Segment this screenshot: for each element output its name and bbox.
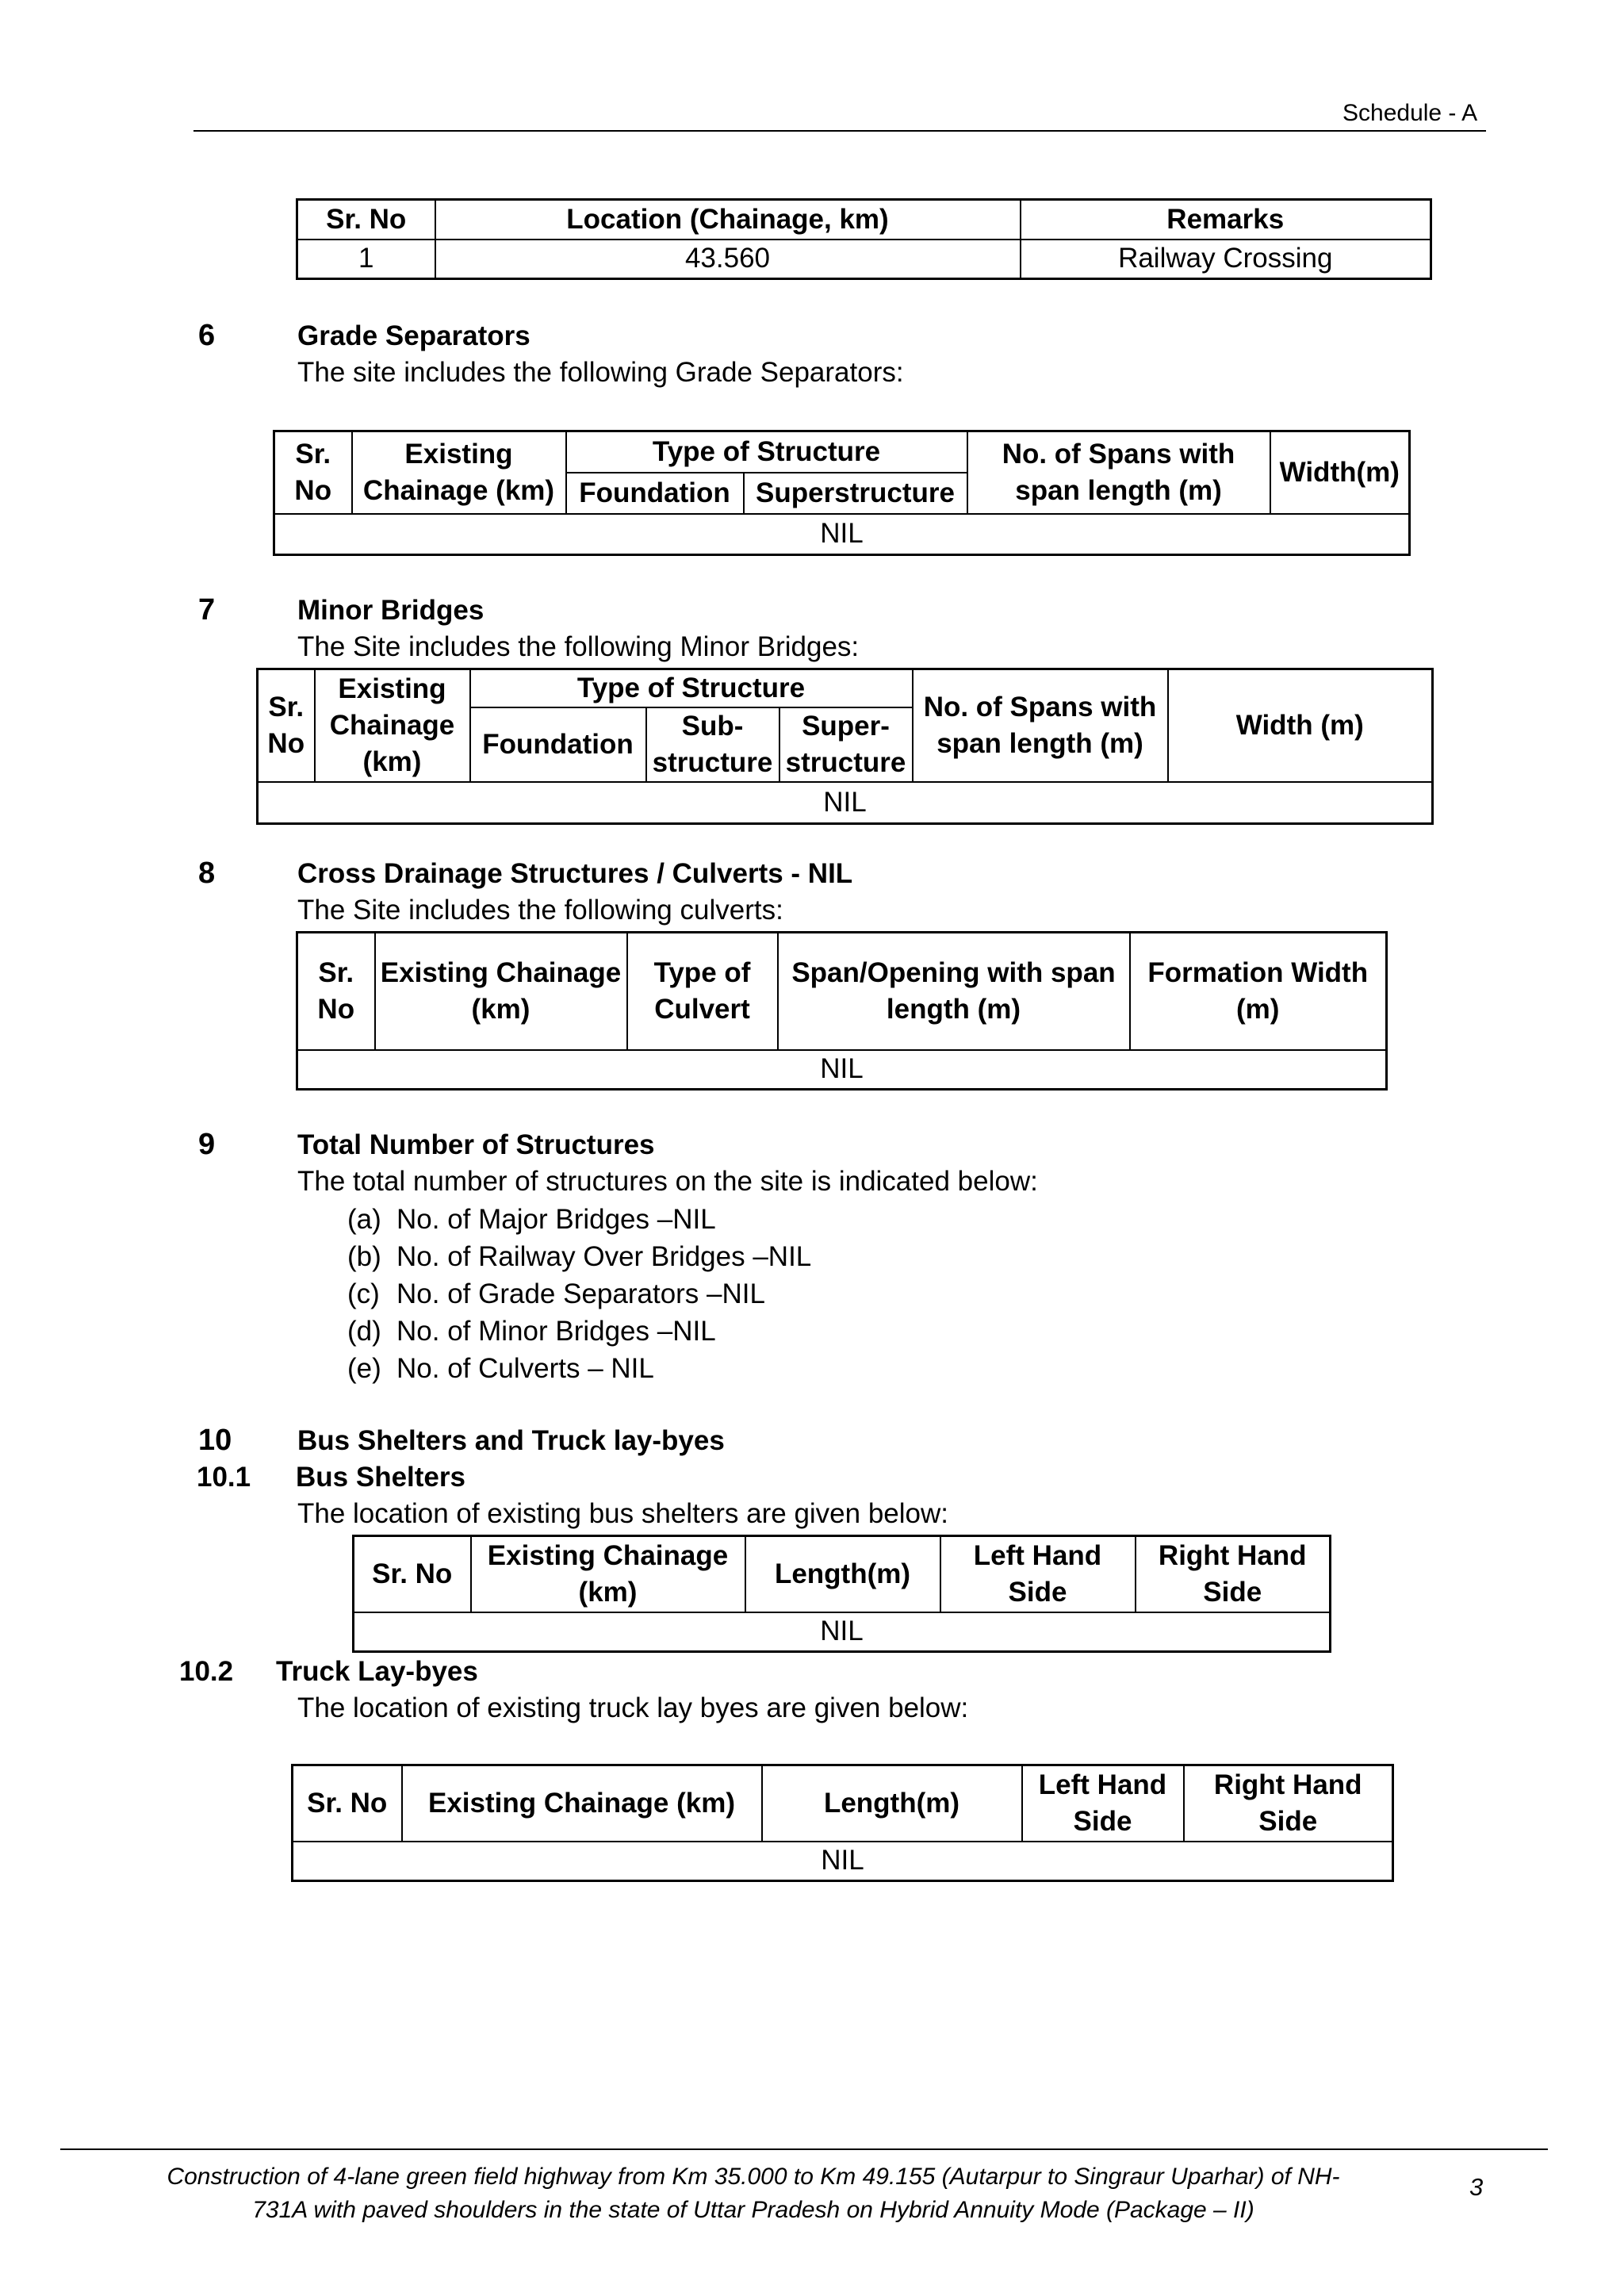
col-remarks: Remarks [1021, 200, 1431, 240]
col-location: Location (Chainage, km) [435, 200, 1021, 240]
section-number-6: 6 [198, 319, 216, 352]
table-header-row [297, 933, 1387, 1050]
list-item-label: (e) [347, 1353, 381, 1384]
section-title-bus-shelters: Bus Shelters [296, 1462, 465, 1493]
section-intro-truck-lay-byes: The location of existing truck lay byes are given below: [297, 1692, 969, 1723]
section-title-grade-separators: Grade Separators [297, 320, 530, 351]
section-number-8: 8 [198, 857, 216, 890]
list-item-label: (c) [347, 1278, 380, 1309]
col-sr-no: Sr. No [297, 933, 375, 1050]
col-sr-no: Sr. No [354, 1536, 471, 1612]
list-item [347, 1201, 811, 1238]
col-spans: No. of Spans with span length (m) [913, 669, 1168, 783]
footer-text [119, 2160, 1388, 2227]
col-chainage: Existing Chainage (km) [471, 1536, 745, 1612]
col-sr-no: Sr. No [258, 669, 315, 783]
table-row [354, 1612, 1331, 1652]
list-item-label: (b) [347, 1241, 381, 1272]
section-number-10-2: 10.2 [179, 1656, 234, 1687]
railway-crossing-table [296, 198, 1432, 280]
col-chainage: Existing Chainage (km) [352, 431, 566, 514]
table-header-row [354, 1536, 1331, 1612]
list-item [347, 1238, 811, 1275]
table-row [258, 782, 1433, 823]
col-width: Width(m) [1270, 431, 1410, 514]
col-width: Width (m) [1168, 669, 1433, 783]
nil-cell: NIL [274, 514, 1410, 555]
nil-cell: NIL [293, 1842, 1393, 1881]
table-row [297, 240, 1431, 279]
nil-cell: NIL [258, 782, 1433, 823]
footer-divider [60, 2148, 1548, 2150]
section-intro-bus-shelters: The location of existing bus shelters are given below: [297, 1498, 949, 1529]
section-number-10-1: 10.1 [197, 1462, 251, 1493]
col-substructure: Sub- structure [646, 707, 779, 782]
col-sr-no: Sr. No [274, 431, 352, 514]
grade-separators-table [273, 430, 1411, 556]
col-right-hand-side: Right Hand Side [1184, 1765, 1393, 1842]
nil-cell: NIL [354, 1612, 1331, 1652]
table-header-row [258, 669, 1433, 708]
minor-bridges-table [256, 668, 1434, 825]
col-left-hand-side: Left Hand Side [1022, 1765, 1184, 1842]
cell-sr-no: 1 [297, 240, 435, 279]
list-item-text: No. of Major Bridges –NIL [396, 1204, 716, 1235]
list-item-label: (a) [347, 1204, 381, 1235]
section-title-truck-lay-byes: Truck Lay-byes [276, 1656, 478, 1687]
list-item-text: No. of Minor Bridges –NIL [396, 1316, 716, 1347]
col-chainage: Existing Chainage (km) [315, 669, 470, 783]
list-item-text: No. of Culverts – NIL [396, 1353, 654, 1384]
col-left-hand-side: Left Hand Side [940, 1536, 1136, 1612]
col-length: Length(m) [762, 1765, 1022, 1842]
table-header-row [274, 431, 1410, 473]
list-item-text: No. of Grade Separators –NIL [396, 1278, 765, 1309]
col-type-of-culvert: Type of Culvert [627, 933, 778, 1050]
list-item [347, 1313, 811, 1350]
section-title-bus-shelters-truck: Bus Shelters and Truck lay-byes [297, 1425, 725, 1456]
table-row [274, 514, 1410, 555]
structures-list [347, 1201, 811, 1387]
list-item-label: (d) [347, 1316, 381, 1347]
truck-lay-byes-table [291, 1764, 1394, 1882]
col-chainage: Existing Chainage (km) [375, 933, 627, 1050]
col-length: Length(m) [745, 1536, 940, 1612]
list-item [347, 1350, 811, 1387]
col-superstructure: Superstructure [744, 473, 967, 514]
section-title-total-structures: Total Number of Structures [297, 1129, 655, 1160]
header-title: Schedule - A [1342, 100, 1478, 126]
col-foundation: Foundation [566, 473, 744, 514]
section-title-minor-bridges: Minor Bridges [297, 595, 485, 626]
section-title-culverts: Cross Drainage Structures / Culverts - NIL [297, 858, 853, 889]
list-item [347, 1275, 811, 1313]
col-right-hand-side: Right Hand Side [1136, 1536, 1331, 1612]
table-row [297, 1050, 1387, 1090]
table-header-row [297, 200, 1431, 240]
section-number-7: 7 [198, 593, 216, 627]
cell-remarks: Railway Crossing [1021, 240, 1431, 279]
col-foundation: Foundation [470, 707, 646, 782]
footer-line-1: Construction of 4-lane green field highway from Km 35.000 to Km 49.155 (Autarpur to Singraur Uparhar) of NH- [167, 2164, 1340, 2190]
bus-shelters-table [352, 1535, 1331, 1653]
col-formation-width: Formation Width (m) [1130, 933, 1387, 1050]
col-superstructure: Super- structure [779, 707, 913, 782]
col-type-of-structure: Type of Structure [566, 431, 967, 473]
section-intro-minor-bridges: The Site includes the following Minor Bridges: [297, 631, 860, 662]
col-sr-no: Sr. No [293, 1765, 402, 1842]
section-number-9: 9 [198, 1128, 216, 1161]
col-sr-no: Sr. No [297, 200, 435, 240]
table-row [293, 1842, 1393, 1881]
col-type-of-structure: Type of Structure [470, 669, 913, 708]
table-header-row [293, 1765, 1393, 1842]
section-number-10: 10 [198, 1424, 232, 1457]
col-span-opening: Span/Opening with span length (m) [778, 933, 1130, 1050]
list-item-text: No. of Railway Over Bridges –NIL [396, 1241, 812, 1272]
footer-line-2: 731A with paved shoulders in the state of Uttar Pradesh on Hybrid Annuity Mode (Package – II) [252, 2197, 1254, 2223]
cell-location: 43.560 [435, 240, 1021, 279]
col-chainage: Existing Chainage (km) [402, 1765, 762, 1842]
culverts-table [296, 931, 1388, 1091]
page-number: 3 [1469, 2173, 1484, 2201]
header-divider [193, 130, 1486, 132]
col-spans: No. of Spans with span length (m) [967, 431, 1270, 514]
section-intro-grade-separators: The site includes the following Grade Separators: [297, 357, 904, 388]
section-intro-culverts: The Site includes the following culverts: [297, 895, 783, 926]
nil-cell: NIL [297, 1050, 1387, 1090]
section-intro-total-structures: The total number of structures on the site is indicated below: [297, 1166, 1038, 1197]
